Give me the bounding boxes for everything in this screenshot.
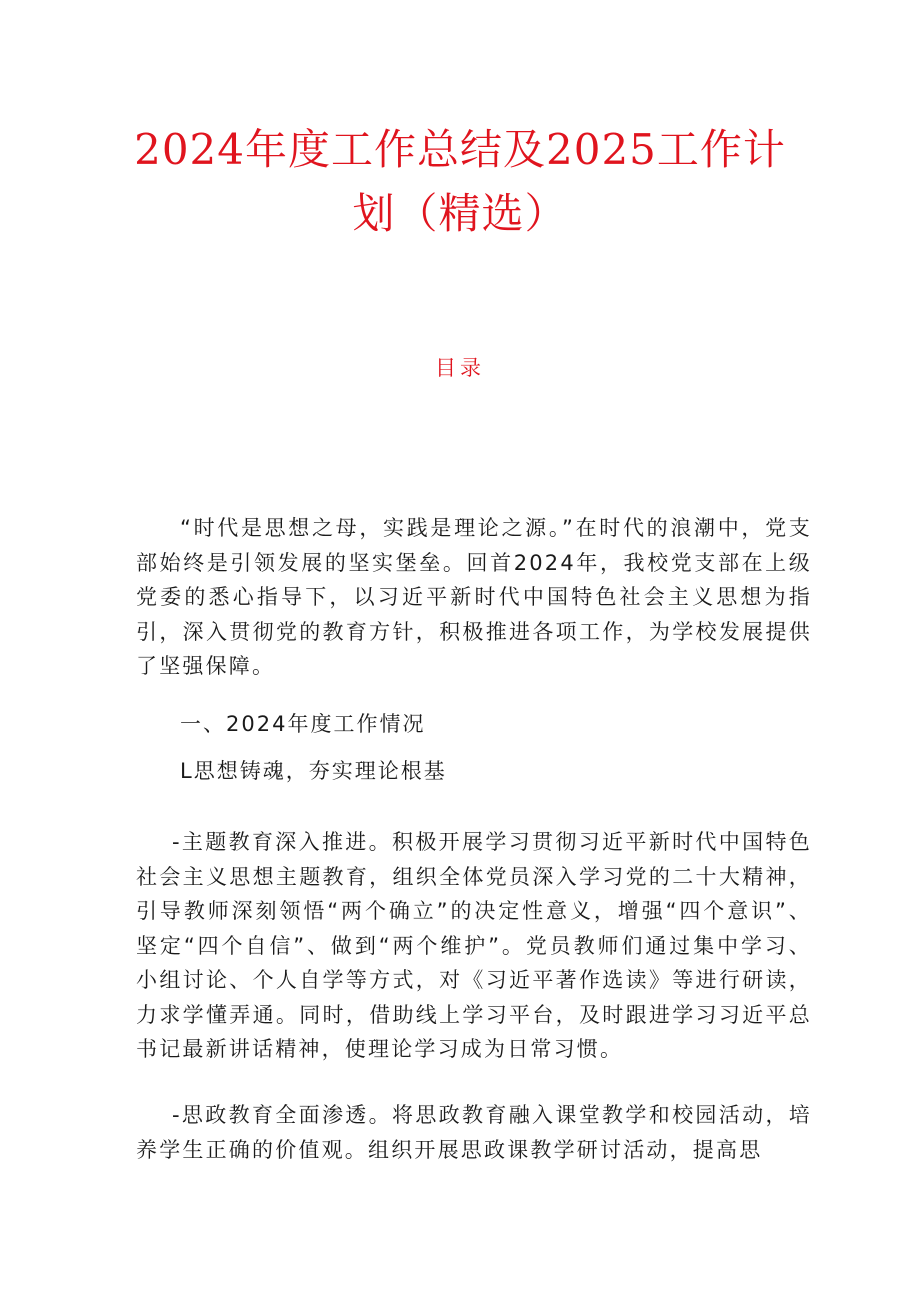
document-title-line-2: 划（精选）	[352, 189, 568, 238]
section-heading: 一、2024年度工作情况	[180, 712, 426, 736]
subsection-heading: L思想铸魂，夯实理论根基	[180, 759, 447, 783]
paragraph-theme-education: -主题教育深入推进。积极开展学习贯彻习近平新时代中国特色社会主义思想主题教育，组织全体党员深入学习党的二十大精神，引导教师深刻领悟“两个确立”的决定性意义，增强“四个意识”、坚定“四个自信”、做到“两个维护”。党员教师们通过集中学习、小组讨论、个人自学等方式，对《习近平著作选读》等进行研读，力求学懂弄通。同时，借助线上学习平台，及时跟进学习习近平总书记最新讲话精神，使理论学习成为日常习惯。	[136, 830, 812, 1061]
intro-paragraph: “时代是思想之母，实践是理论之源。”在时代的浪潮中，党支部始终是引领发展的坚实堡垒。回首2024年，我校党支部在上级党委的悉心指导下，以习近平新时代中国特色社会主义思想为指引，深入贯彻党的教育方针，积极推进各项工作，为学校发展提供了坚强保障。	[136, 516, 812, 678]
document-title-line-1: 2024年度工作总结及2025工作计	[134, 125, 786, 174]
table-of-contents-heading: 目录	[435, 356, 485, 380]
paragraph-ideological-education: -思政教育全面渗透。将思政教育融入课堂教学和校园活动，培养学生正确的价值观。组织开展思政课教学研讨活动，提高思	[136, 1103, 812, 1162]
document-title	[120, 118, 800, 246]
